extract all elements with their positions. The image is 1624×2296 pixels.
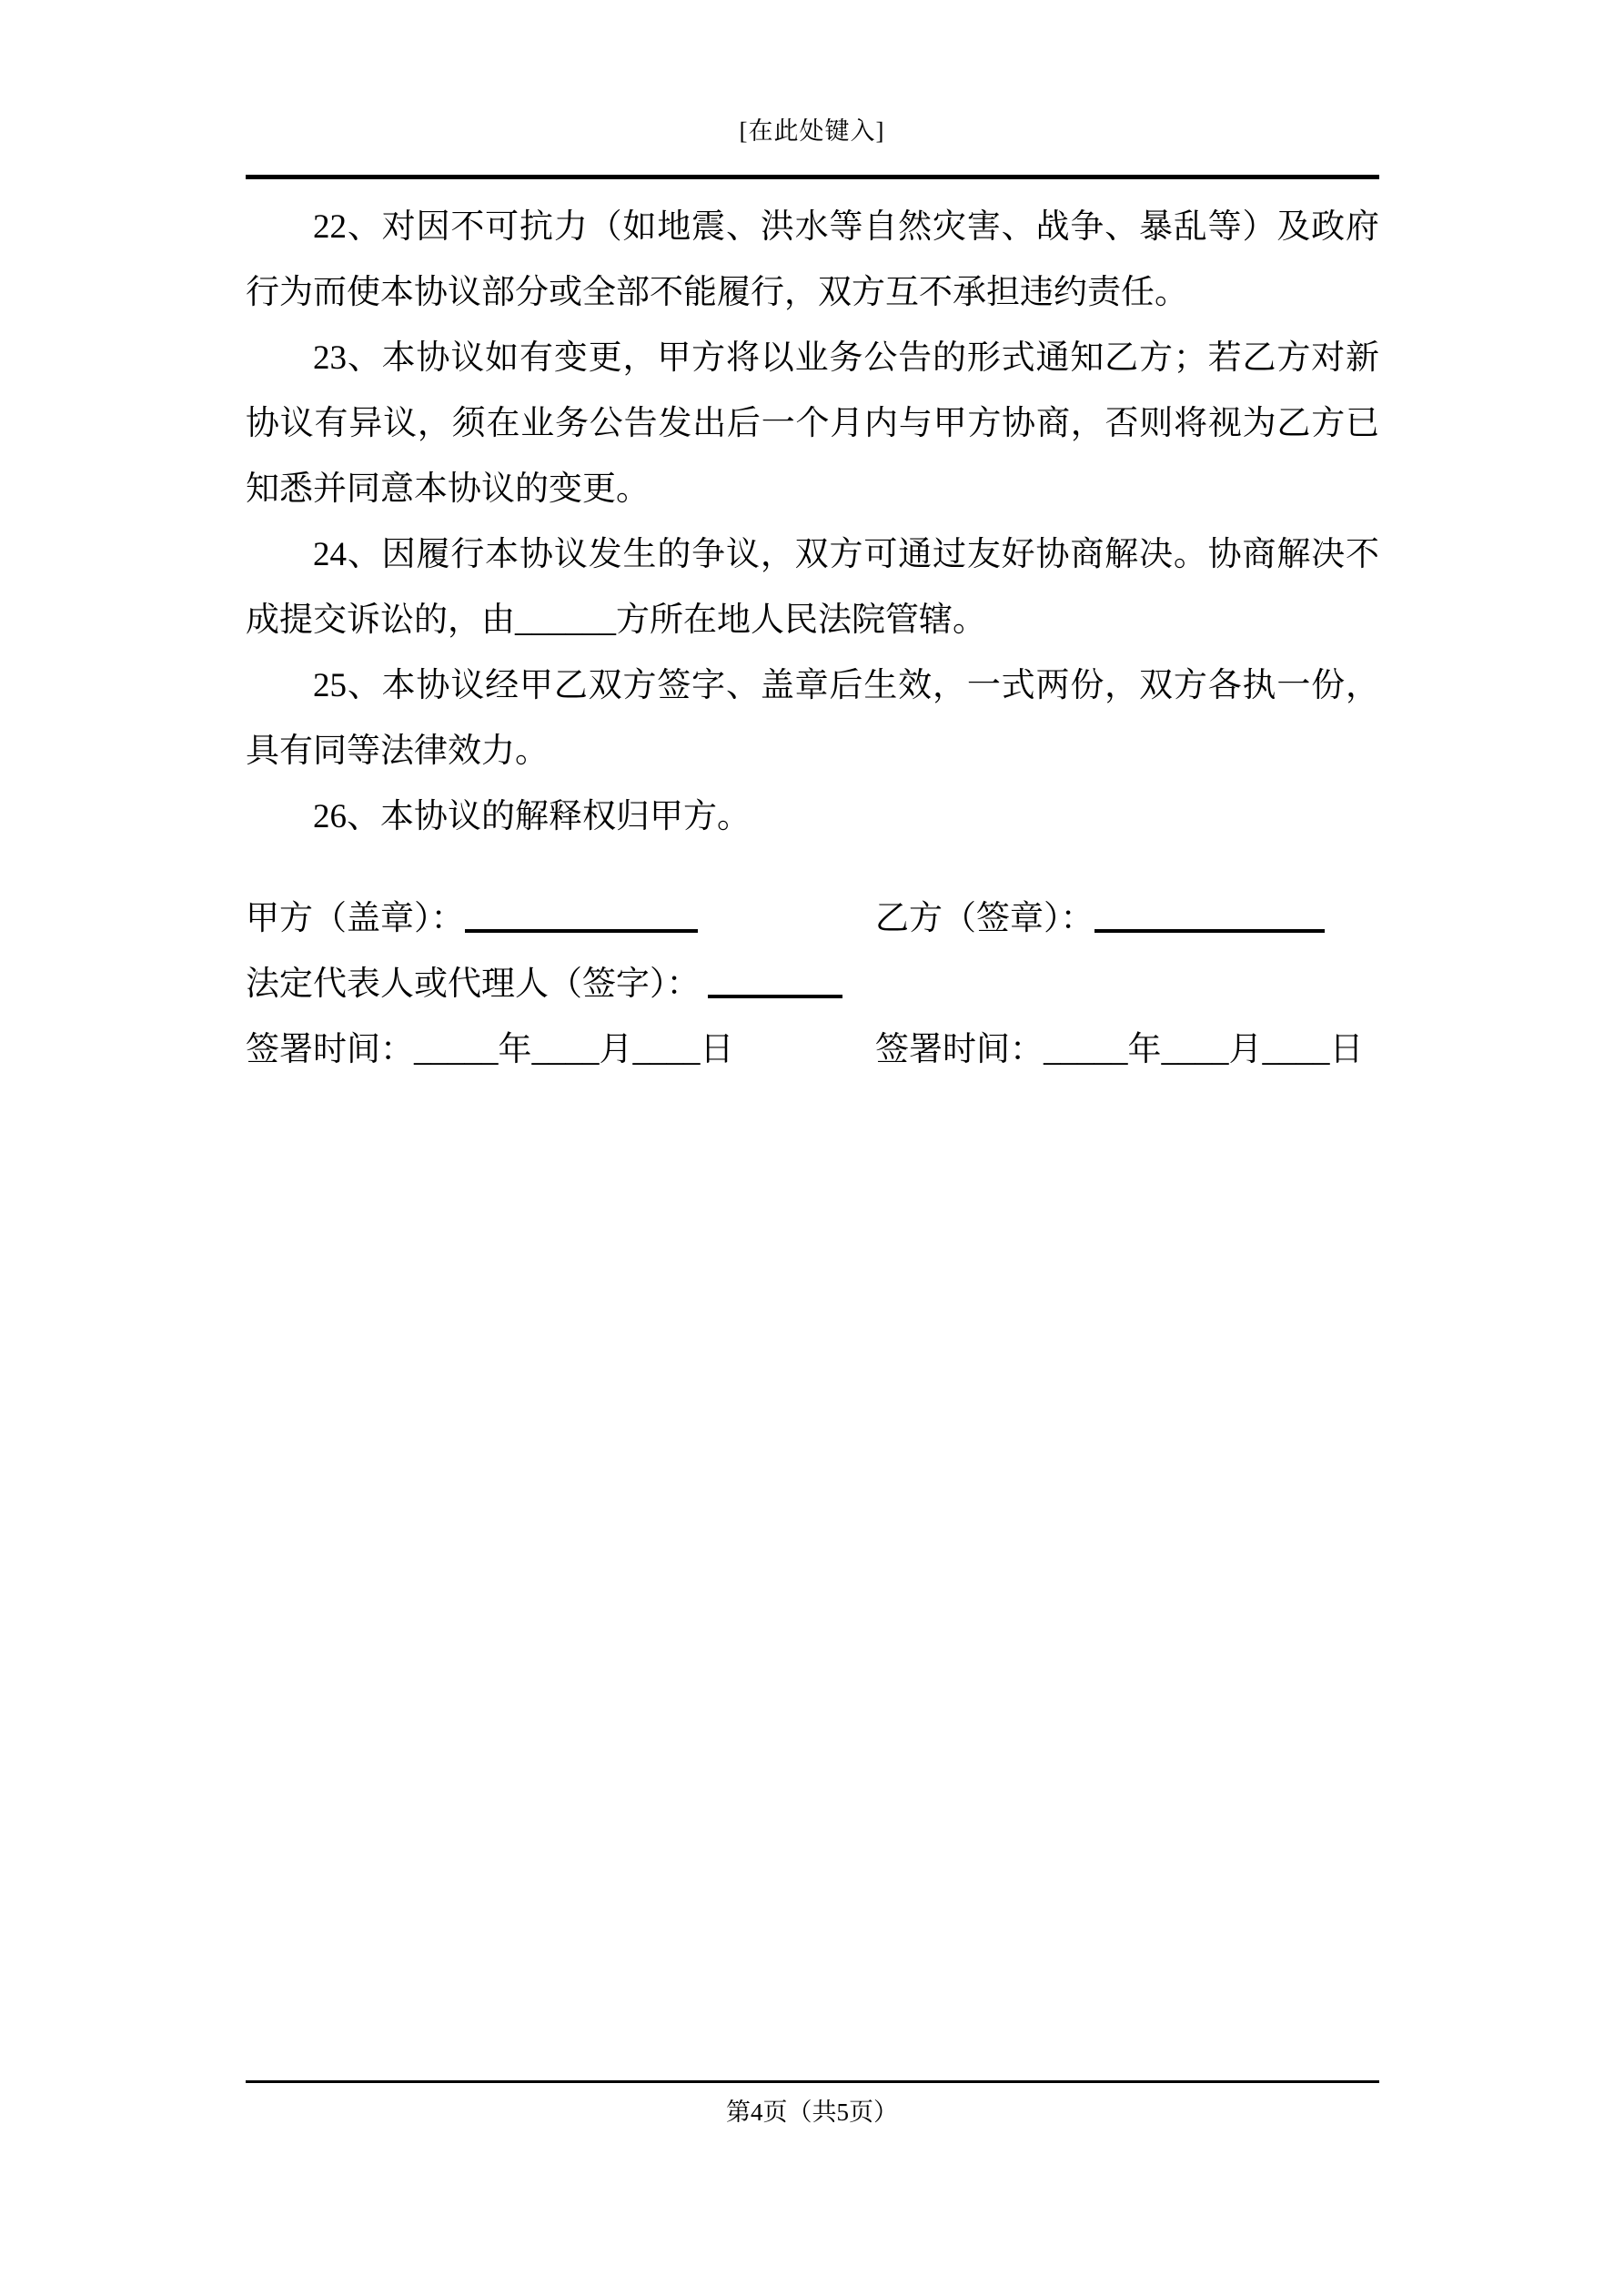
legal-rep-label: 法定代表人或代理人（签字）： bbox=[246, 966, 701, 1003]
sign-date-left-blanks: _____年____月____日 bbox=[414, 1031, 734, 1068]
signature-row-parties bbox=[246, 886, 1379, 952]
legal-rep-signature-line bbox=[708, 991, 842, 998]
sign-date-left-label: 签署时间： bbox=[246, 1031, 414, 1068]
clause-26: 26、本协议的解释权归甲方。 bbox=[313, 798, 751, 835]
signature-section bbox=[246, 886, 1379, 1083]
header-rule bbox=[246, 175, 1379, 179]
clause-23: 23、本协议如有变更，甲方将以业务公告的形式通知乙方；若乙方对新协议有异议，须在业务公告发出后一个月内与甲方协商，否则将视为乙方已知悉并同意本协议的变更。 bbox=[246, 339, 1379, 508]
party-a-signature-line bbox=[465, 925, 698, 933]
party-b-group bbox=[875, 886, 1325, 952]
party-a-seal-label: 甲方（盖章）： bbox=[246, 900, 465, 937]
clause-22: 22、对因不可抗力（如地震、洪水等自然灾害、战争、暴乱等）及政府行为而使本协议部分或全部不能履行，双方互不承担违约责任。 bbox=[246, 208, 1379, 311]
header-placeholder: [在此处键入] bbox=[739, 117, 885, 145]
footer-rule bbox=[246, 2080, 1379, 2083]
signature-row-legal-rep bbox=[246, 952, 1379, 1017]
signature-row-dates bbox=[246, 1017, 1379, 1083]
sign-date-right-blanks: _____年____月____日 bbox=[1044, 1031, 1364, 1068]
contract-body bbox=[246, 195, 1379, 1083]
sign-date-right-label: 签署时间： bbox=[875, 1031, 1044, 1068]
clause-25: 25、本协议经甲乙双方签字、盖章后生效，一式两份，双方各执一份，具有同等法律效力。 bbox=[246, 667, 1379, 770]
sign-date-right bbox=[875, 1017, 1364, 1083]
party-b-seal-label: 乙方（签章）： bbox=[875, 900, 1094, 937]
party-b-signature-line bbox=[1094, 925, 1325, 933]
clause-24: 24、因履行本协议发生的争议，双方可通过友好协商解决。协商解决不成提交诉讼的，由______方所在地人民法院管辖。 bbox=[246, 536, 1379, 639]
sign-date-left bbox=[246, 1031, 734, 1068]
page-number: 第4页（共5页） bbox=[726, 2099, 898, 2126]
